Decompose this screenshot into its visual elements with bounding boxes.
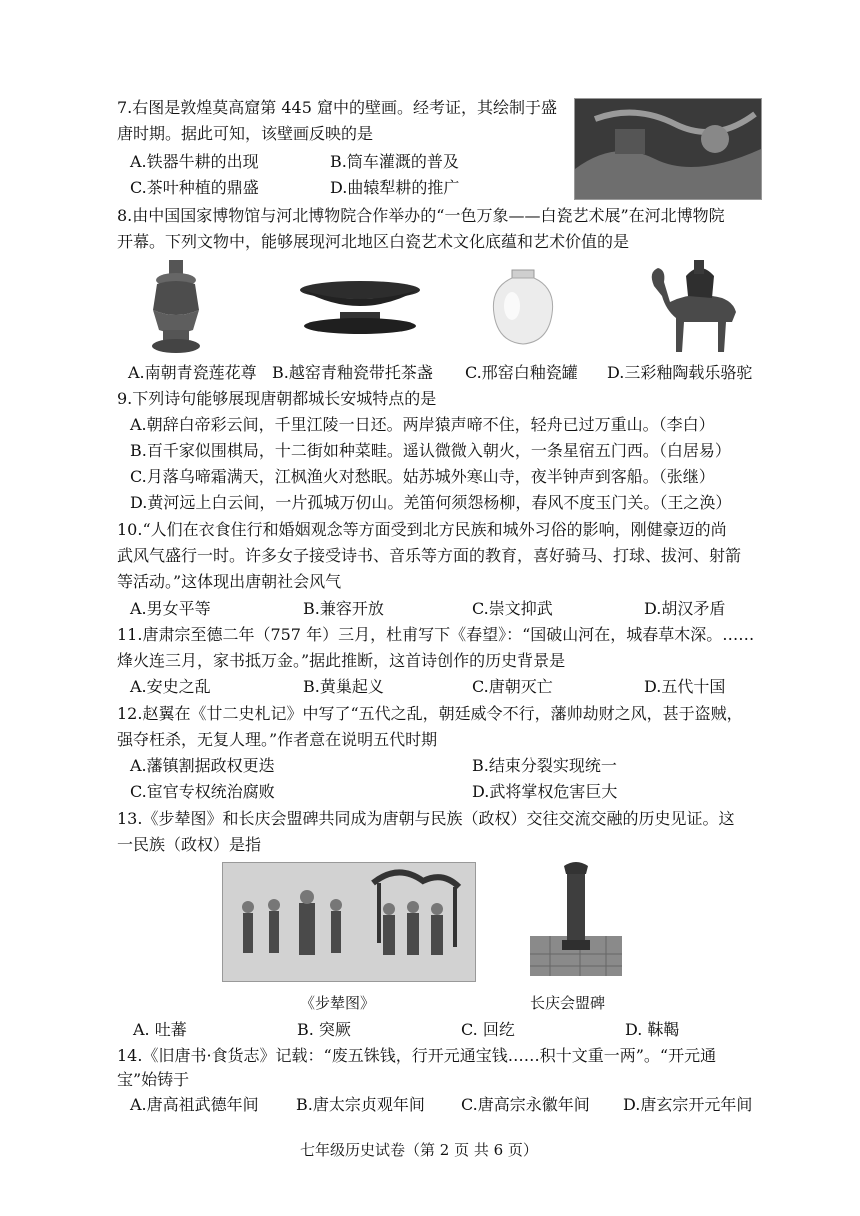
page-footer: 七年级历史试卷（第 2 页 共 6 页） [300, 1141, 538, 1159]
q11-option-a: A.安史之乱 [130, 677, 211, 696]
q12-option-a: A.藩镇割据政权更迭 [130, 756, 275, 775]
q12-stem-line1: 12.赵翼在《廿二史札记》中写了“五代之乱，朝廷威令不行，藩帅劫财之风，甚于盗贼， [117, 704, 743, 723]
q8-option-a: A.南朝青瓷莲花尊 [128, 363, 257, 382]
lotus-celadon-zun-image [143, 258, 209, 354]
q13-option-b: B. 突厥 [297, 1020, 351, 1039]
q11-option-d: D.五代十国 [644, 677, 726, 696]
q13-option-c: C. 回纥 [461, 1020, 515, 1039]
q8-stem-line1: 8.由中国国家博物馆与河北博物院合作举办的“一色万象——白瓷艺术展”在河北博物院 [117, 206, 725, 225]
q10-option-a: A.男女平等 [130, 599, 211, 618]
q9-option-c: C.月落乌啼霜满天，江枫渔火对愁眠。姑苏城外寒山寺，夜半钟声到客船。（张继） [130, 467, 715, 486]
q10-option-b: B.兼容开放 [303, 599, 384, 618]
q12-stem-line2: 强夺枉杀，无复人理。”作者意在说明五代时期 [117, 730, 438, 749]
q14-option-d: D.唐玄宗开元年间 [623, 1095, 753, 1114]
q14-option-c: C.唐高宗永徽年间 [461, 1095, 590, 1114]
q11-stem-line1: 11.唐肃宗至德二年（757 年）三月，杜甫写下《春望》：“国破山河在，城春草木深。…… [117, 625, 755, 644]
stele-caption: 长庆会盟碑 [530, 994, 606, 1012]
q13-option-d: D. 靺鞨 [625, 1020, 680, 1039]
xing-kiln-white-jar-image [488, 268, 558, 348]
q10-option-c: C.崇文抑武 [472, 599, 553, 618]
dunhuang-mural-image [574, 98, 762, 200]
q13-stem-line2: 一民族（政权）是指 [117, 835, 262, 854]
bunian-caption: 《步辇图》 [300, 994, 376, 1012]
q11-option-c: C.唐朝灭亡 [472, 677, 553, 696]
q9-stem: 9.下列诗句能够展现唐朝都城长安城特点的是 [117, 389, 437, 408]
q10-option-d: D.胡汉矛盾 [644, 599, 726, 618]
q14-stem-line2: 宝”始铸于 [117, 1070, 190, 1089]
q7-option-d: D.曲辕犁耕的推广 [330, 178, 460, 197]
q10-stem-line2: 武风气盛行一时。许多女子接受诗书、音乐等方面的教育，喜好骑马、打球、拔河、射箭 [117, 546, 742, 565]
q11-stem-line2: 烽火连三月，家书抵万金。”据此推断，这首诗创作的历史背景是 [117, 651, 566, 670]
q11-option-b: B.黄巢起义 [303, 677, 384, 696]
q9-option-a: A.朝辞白帝彩云间，千里江陵一日还。两岸猿声啼不住，轻舟已过万重山。（李白） [130, 415, 715, 434]
sancai-camel-image [640, 256, 750, 356]
q8-option-b: B.越窑青釉瓷带托茶盏 [272, 363, 433, 382]
q13-option-a: A. 吐蕃 [133, 1020, 187, 1039]
bunian-painting-image [222, 862, 476, 982]
q8-option-c: C.邢窑白釉瓷罐 [465, 363, 578, 382]
yue-kiln-cup-image [296, 278, 424, 336]
q12-option-d: D.武将掌权危害巨大 [472, 782, 618, 801]
q14-option-a: A.唐高祖武德年间 [130, 1095, 259, 1114]
q14-option-b: B.唐太宗贞观年间 [296, 1095, 425, 1114]
q10-stem-line1: 10.“人们在衣食住行和婚姻观念等方面受到北方民族和城外习俗的影响，刚健豪迈的尚 [117, 520, 727, 539]
q7-option-a: A.铁器牛耕的出现 [130, 152, 259, 171]
q7-option-c: C.茶叶种植的鼎盛 [130, 178, 259, 197]
changqing-stele-image [530, 858, 622, 976]
q8-option-d: D.三彩釉陶载乐骆驼 [607, 363, 753, 382]
q12-option-c: C.宦官专权统治腐败 [130, 782, 275, 801]
q7-stem-line2: 唐时期。据此可知，该壁画反映的是 [117, 124, 374, 143]
q9-option-b: B.百千家似围棋局，十二街如种菜畦。遥认微微入朝火，一条星宿五门西。（白居易） [130, 441, 731, 460]
q12-option-b: B.结束分裂实现统一 [472, 756, 617, 775]
q13-stem-line1: 13.《步辇图》和长庆会盟碑共同成为唐朝与民族（政权）交往交流交融的历史见证。这 [117, 809, 735, 828]
q7-option-b: B.筒车灌溉的普及 [330, 152, 459, 171]
q7-stem-line1: 7.右图是敦煌莫高窟第 445 窟中的壁画。经考证，其绘制于盛 [117, 98, 557, 117]
q14-stem-line1: 14.《旧唐书·食货志》记载：“废五铢钱，行开元通宝钱……积十文重一两”。“开元通 [117, 1046, 717, 1065]
q9-option-d: D.黄河远上白云间，一片孤城万仞山。羌笛何须怨杨柳，春风不度玉门关。（王之涣） [130, 493, 732, 512]
q8-stem-line2: 开幕。下列文物中，能够展现河北地区白瓷艺术文化底蕴和艺术价值的是 [117, 232, 630, 251]
q10-stem-line3: 等活动。”这体现出唐朝社会风气 [117, 572, 342, 591]
